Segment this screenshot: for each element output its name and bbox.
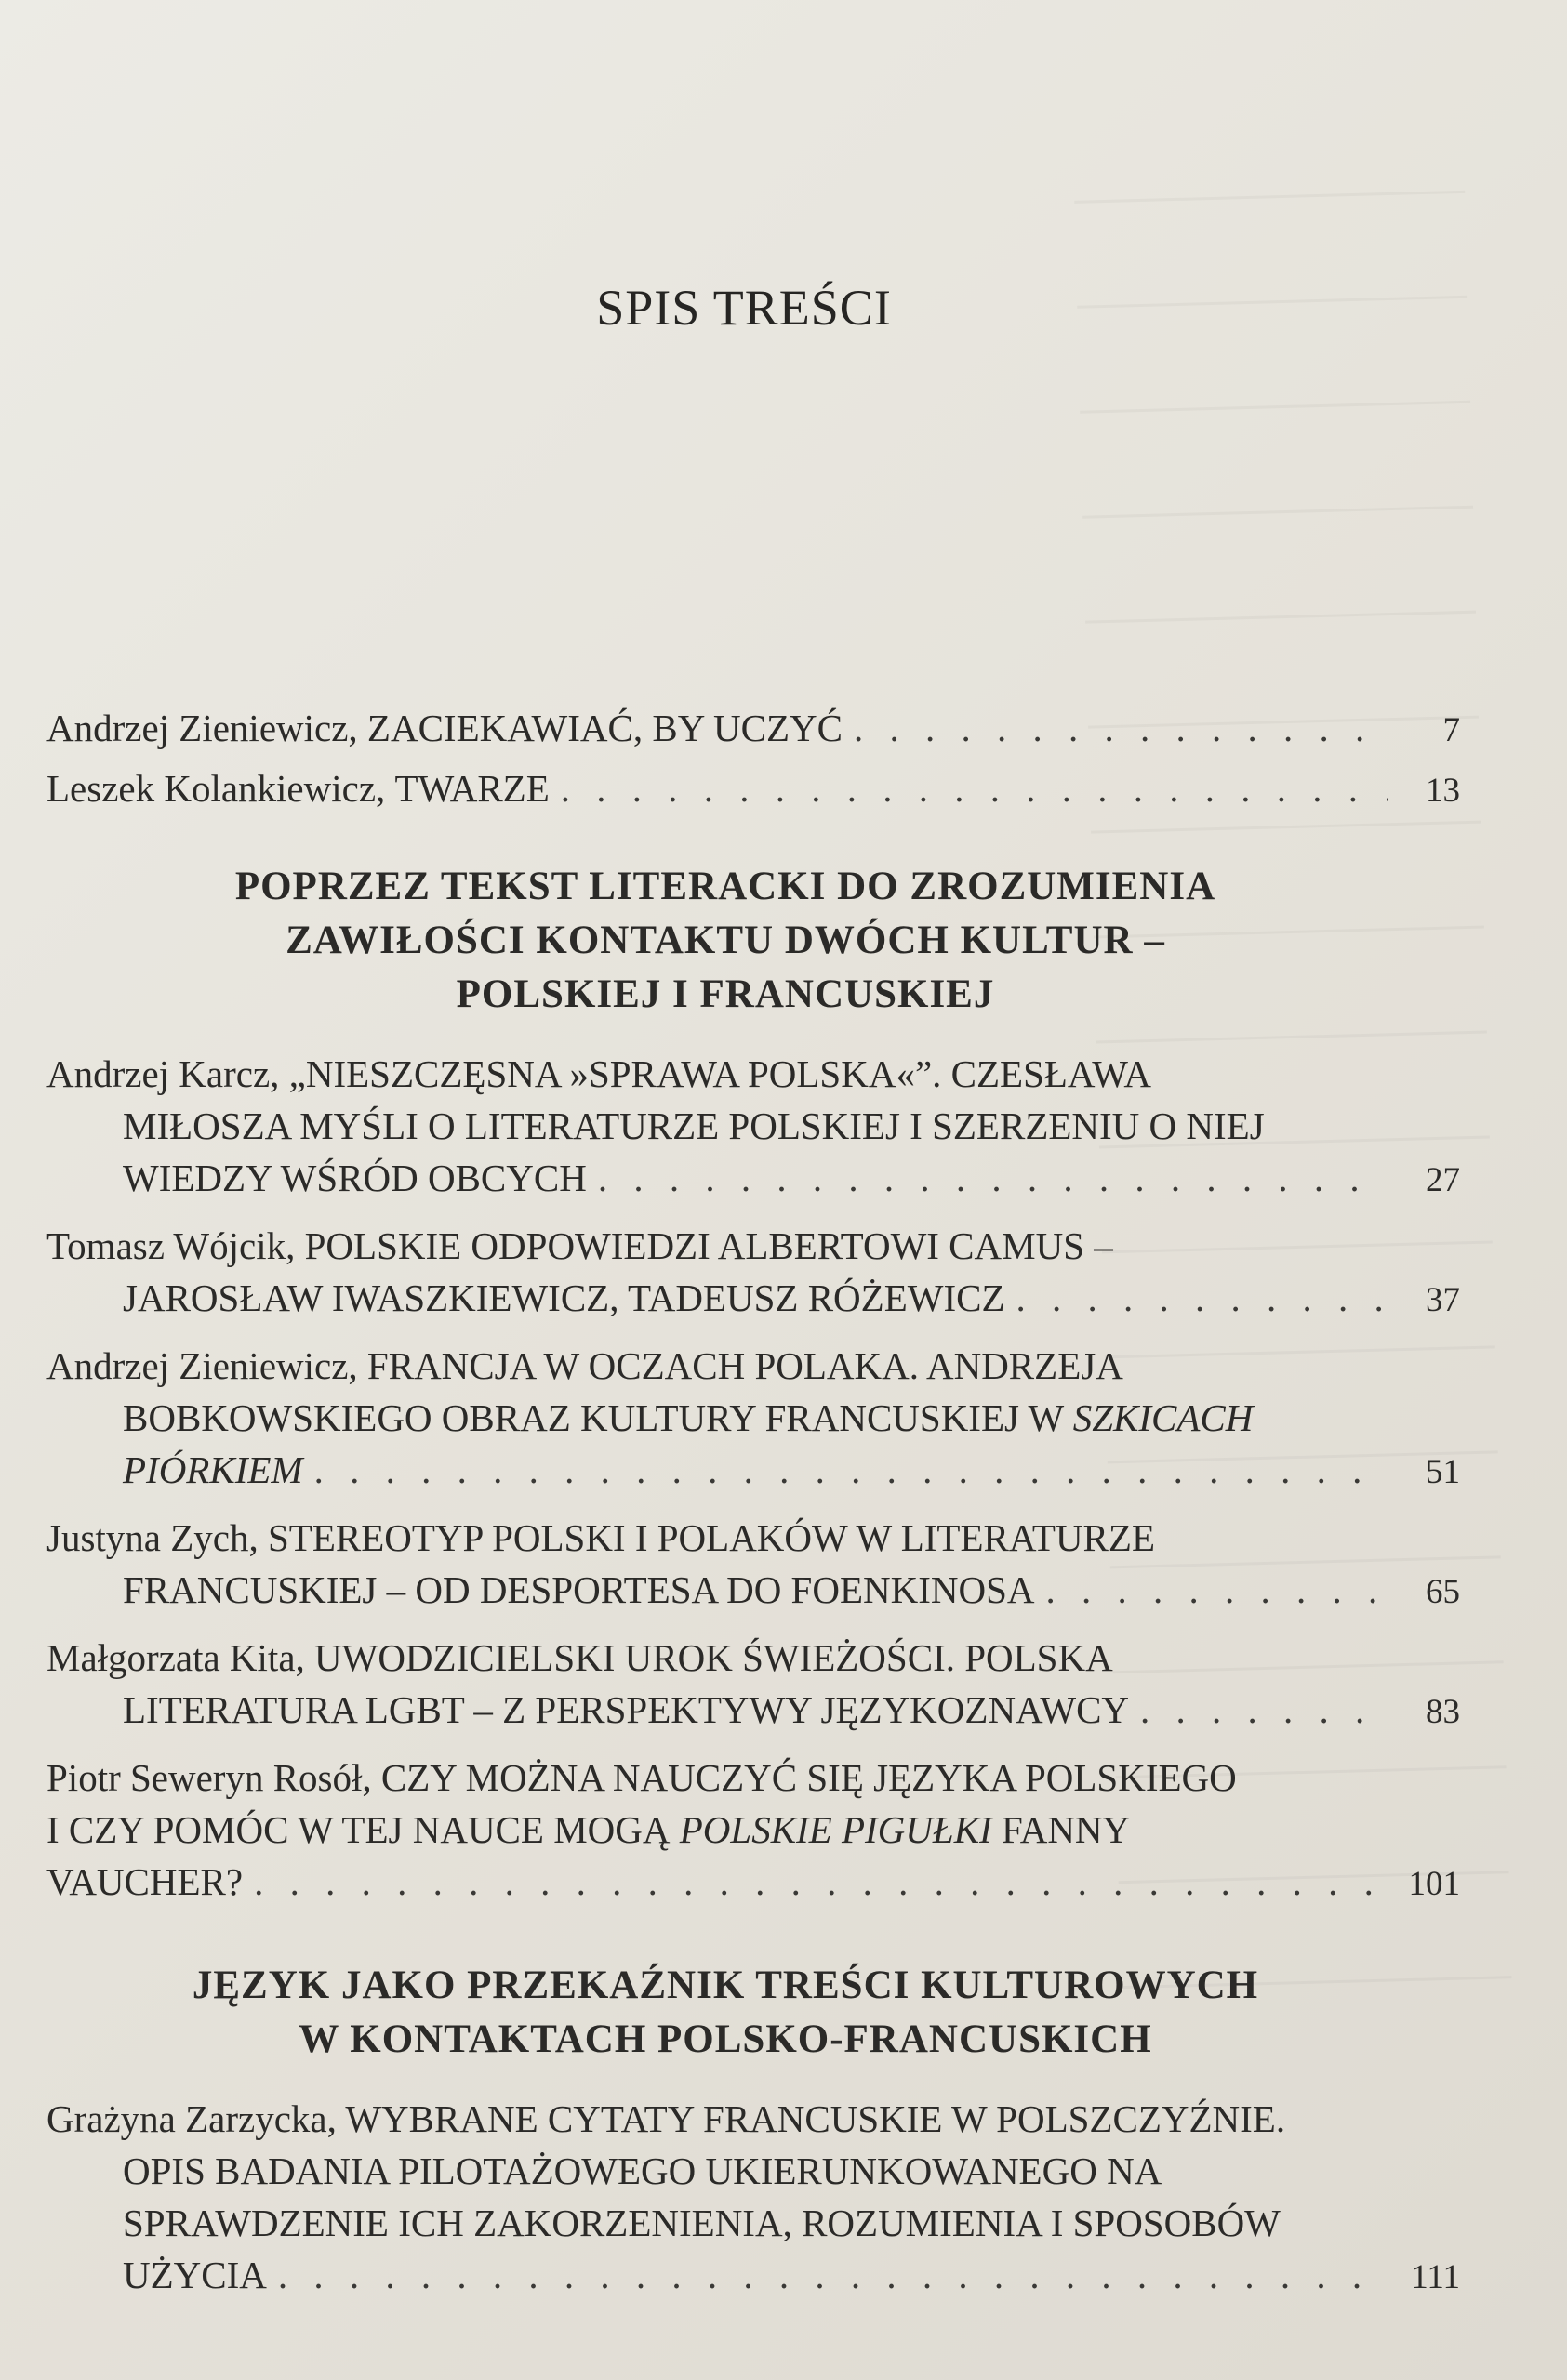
entry-line: VAUCHER? <box>46 1860 244 1903</box>
leader-dots <box>1046 1564 1388 1616</box>
toc-entry <box>46 1632 1460 1739</box>
toc-entry <box>46 1220 1460 1327</box>
section-heading-line: POPRZEZ TEKST LITERACKI DO ZROZUMIENIA <box>234 865 1216 908</box>
leader-dots <box>314 1444 1388 1496</box>
entry-line: Małgorzata Kita, UWODZICIELSKI UROK ŚWIEŻOŚCI. POLSKA <box>46 1636 1113 1679</box>
section-heading-line: POLSKIEJ I FRANCUSKIEJ <box>456 972 995 1016</box>
entry-line: Andrzej Zieniewicz, FRANCJA W OCZACH POLAKA. ANDRZEJA <box>46 1344 1123 1387</box>
entry-line: FANNY <box>1001 1808 1131 1851</box>
table-of-contents <box>46 702 1460 2317</box>
leader-dots <box>1016 1272 1388 1324</box>
page-number: 101 <box>1408 1865 1460 1903</box>
page-number: 37 <box>1426 1281 1460 1319</box>
entry-author: Leszek Kolankiewicz, <box>46 767 386 810</box>
page-number: 7 <box>1442 711 1460 749</box>
section-heading-line: W KONTAKTACH POLSKO-FRANCUSKICH <box>299 2017 1152 2061</box>
entry-line: I CZY POMÓC W TEJ NAUCE MOGĄ <box>46 1808 671 1851</box>
leader-dots <box>278 2249 1388 2301</box>
toc-entry <box>46 1340 1460 1499</box>
page-number: 111 <box>1411 2258 1460 2296</box>
section-heading <box>46 860 1460 1022</box>
entry-line: LITERATURA LGBT – Z PERSPEKTYWY JĘZYKOZNAWCY <box>123 1688 1130 1731</box>
toc-entry <box>46 1512 1460 1619</box>
entry-title: ZACIEKAWIAĆ, BY UCZYĆ <box>366 707 843 749</box>
page-number: 83 <box>1426 1693 1460 1731</box>
page-number: 27 <box>1426 1161 1460 1199</box>
entry-line: Andrzej Karcz, „NIESZCZĘSNA »SPRAWA POLSKA«”. CZESŁAWA <box>46 1052 1152 1095</box>
page-title: SPIS TREŚCI <box>596 280 892 336</box>
entry-line: BOBKOWSKIEGO OBRAZ KULTURY FRANCUSKIEJ W <box>123 1396 1064 1439</box>
entry-line: Piotr Seweryn Rosół, CZY MOŻNA NAUCZYĆ SIĘ JĘZYKA POLSKIEGO <box>46 1756 1237 1799</box>
entry-line: Justyna Zych, STEREOTYP POLSKI I POLAKÓW W LITERATURZE <box>46 1516 1155 1559</box>
leader-dots <box>254 1856 1388 1908</box>
entry-italic-title: SZKICACH <box>1072 1396 1254 1439</box>
leader-dots <box>561 762 1388 814</box>
toc-entry <box>46 702 1460 757</box>
entry-line: MIŁOSZA MYŚLI O LITERATURZE POLSKIEJ I SZERZENIU O NIEJ <box>123 1104 1265 1147</box>
entry-line: WIEDZY WŚRÓD OBCYCH <box>123 1157 587 1199</box>
leader-dots <box>854 702 1388 754</box>
entry-italic-title: PIÓRKIEM <box>123 1448 303 1491</box>
entry-line: Grażyna Zarzycka, WYBRANE CYTATY FRANCUSKIE W POLSZCZYŹNIE. <box>46 2097 1286 2140</box>
page-number: 51 <box>1426 1453 1460 1491</box>
entry-line: FRANCUSKIEJ – OD DESPORTESA DO FOENKINOSA <box>123 1568 1035 1611</box>
toc-entry <box>46 1752 1460 1911</box>
page-number: 13 <box>1426 772 1460 810</box>
entry-line: UŻYCIA <box>123 2254 267 2296</box>
page-number: 65 <box>1426 1573 1460 1611</box>
entry-title: TWARZE <box>394 767 550 810</box>
section-heading-line: JĘZYK JAKO PRZEKAŹNIK TREŚCI KULTUROWYCH <box>192 1964 1259 2007</box>
entry-author: Andrzej Zieniewicz, <box>46 707 358 749</box>
toc-entry <box>46 2093 1460 2304</box>
entry-line: Tomasz Wójcik, POLSKIE ODPOWIEDZI ALBERTOWI CAMUS – <box>46 1224 1113 1267</box>
toc-entry <box>46 762 1460 817</box>
section-heading-line: ZAWIŁOŚCI KONTAKTU DWÓCH KULTUR – <box>286 919 1165 962</box>
entry-line: JAROSŁAW IWASZKIEWICZ, TADEUSZ RÓŻEWICZ <box>123 1276 1005 1319</box>
entry-line: SPRAWDZENIE ICH ZAKORZENIENIA, ROZUMIENIA I SPOSOBÓW <box>123 2202 1281 2244</box>
entry-italic-title: POLSKIE PIGUŁKI <box>679 1808 992 1851</box>
section-heading <box>46 1959 1460 2067</box>
leader-dots <box>1140 1684 1388 1736</box>
toc-entry <box>46 1048 1460 1207</box>
entry-line: OPIS BADANIA PILOTAŻOWEGO UKIERUNKOWANEGO NA <box>123 2149 1162 2192</box>
leader-dots <box>598 1152 1388 1204</box>
